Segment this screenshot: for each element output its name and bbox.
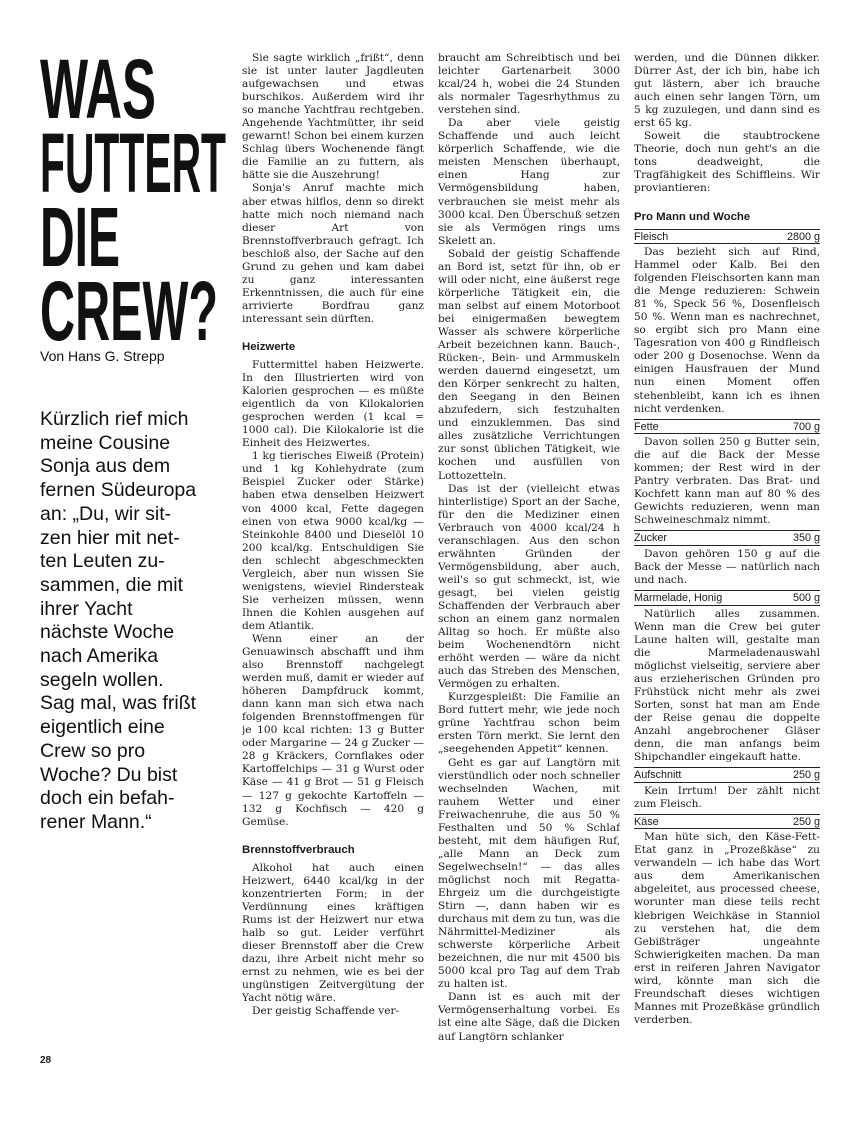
title-line-3: DIE <box>40 190 120 284</box>
title-line-2: FUTTERT <box>40 116 226 210</box>
food-item-name: Fette <box>634 420 659 433</box>
column-2 <box>242 52 424 1082</box>
paragraph: Sobald der geistig Schaffende an Bord ist, setzt für ihn, ob er will oder nicht, eine äußerst rege körperliche Tätigkeit ein, die man selbst auf einem Motorboot bei einigermaßen bewegtem Wasser als schwere körperliche Arbeit bezeichnen kann. Bauch-, Rücken-, Bein- und Armmuskeln werden dauernd eingesetzt, um den Körper senkrecht zu halten, den Seegang in den Beinen abzufedern, sich festzuhalten und einzuklemmen. Das sind alles zusätzliche Verrichtungen zur sonst üblichen Tätigkeit, wie kochen und ausfüllen von Lottozetteln. <box>438 247 620 482</box>
food-item-header <box>634 590 820 606</box>
food-item-name: Aufschnitt <box>634 769 682 782</box>
column-3 <box>438 52 620 1082</box>
paragraph: werden, und die Dünnen dikker. Dürrer Ast, der ich bin, habe ich gut lästern, aber ich brauche auch einen sehr langen Törn, um 5 kg zuzulegen, und dann sind es erst 65 kg. <box>634 52 820 130</box>
food-item-header <box>634 530 820 546</box>
food-item-amount: 700 g <box>792 420 820 433</box>
paragraph: Futtermittel haben Heizwerte. In den Illustrierten wird von Kalorien gesprochen — es müßte eigentlich da von Kilokalorien gesprochen werden (1 kcal = 1000 cal). Die Kilokalorie ist die Einheit des Heizwertes. <box>242 358 424 450</box>
food-item-name: Marmelade, Honig <box>634 592 723 605</box>
paragraph: Der geistig Schaffende ver- <box>252 1005 400 1018</box>
paragraph: Soweit die staubtrockene Theorie, doch nun geht's an die tons deadweight, die Tragfähigkeit des Schiffleins. Wir proviantieren: <box>634 130 820 195</box>
food-item-amount: 2800 g <box>786 230 820 243</box>
subheading-brennstoffverbrauch: Brennstoffverbrauch <box>242 843 355 856</box>
paragraph: Geht es gar auf Langtörn mit vierstündlich oder noch schneller wechselnden Wachen, mit rauhem Wetter und einer Freiwachenruhe, die aus 50 % Festhalten und 50 % Schlaf besteht, mit dem häufigen Ruf, „alle Mann an Deck zum Segelwechseln!“ — das alles möglichst noch mit Regatta-Ehrgeiz um die durchgeistigte Stirn —, dann haben wir es durchaus mit dem zu tun, was die Nährmittel-Mediziner als schwerste körperliche Arbeit bezeichnen, die nur mit 4500 bis 5000 kcal pro Tag auf dem Trab zu halten ist. <box>438 756 620 991</box>
food-item-header <box>634 767 820 783</box>
food-item-header <box>634 419 820 435</box>
food-item-amount: 350 g <box>792 532 820 545</box>
title-line-4: CREW? <box>40 264 218 342</box>
page-number: 28 <box>40 1055 52 1066</box>
food-item-text: Davon sollen 250 g Butter sein, die auf die Back der Messe kommen; der Rest wird in der Pantry verbraten. Das Brat- und Kochfett kann man auf 80 % des Gewichts reduzieren, wenn man Schweineschmalz nimmt. <box>634 436 820 527</box>
food-item-text: Man hüte sich, den Käse-Fett-Etat ganz in „Prozeßkäse“ zu verwandeln — ich habe das Wort aus dem Amerikanischen abgeleitet, aus processed cheese, worunter man diese teils recht klebrigen Weichkäse in Stanniol zu verstehen hat, die dem Gebißträger ungeahnte Schwierigkeiten machen. Da man erst in reiferen Jahren Navigator wird, könnte man sich die Freundschaft dieses wichtigen Mannes mit Prozeßkäse gründlich verderben. <box>634 831 820 1026</box>
title-line-1: WAS <box>40 52 156 136</box>
food-item-amount: 250 g <box>792 815 820 828</box>
column-4 <box>634 52 820 1082</box>
paragraph: 1 kg tierisches Eiweiß (Protein) und 1 kg Kohlehydrate (zum Beispiel Zucker oder Stärke) haben etwa denselben Heizwert von 4000 kcal, Fette dagegen einen von etwa 9000 kcal/kg — Steinkohle 8400 und Dieselöl 10 200 kcal/kg. Entschuldigen Sie den schlecht abgeschmeckten Vergleich, aber nun wissen Sie wenigstens, wieviel Rindersteak Sie verheizen müssen, wenn Ihnen die Kohlen ausgehen auf dem Atlantik. <box>242 450 424 632</box>
food-item-name: Käse <box>634 815 659 828</box>
food-item-text: Davon gehören 150 g auf die Back der Messe — natürlich nach und nach. <box>634 547 820 587</box>
paragraph: Sie sagte wirklich „frißt“, denn sie ist unter lauter Jagdleuten aufgewachsen und etwas burschikos. Außerdem wird ihr so manche Yachtfrau rechtgeben. Angehende Yachtmütter, ihr seid gewarnt! Schon bei einem kurzen Schlag übers Wochenende fängt die Familie an zu futtern, als hätte sie die Auszehrung! <box>242 52 424 182</box>
food-item-text: Natürlich alles zusammen. Wenn man die Crew bei guter Laune halten will, gestalte man die Marmeladenauswahl möglichst vielseitig, serviere aber aus erzieherischen Gründen pro Frühstück nicht mehr als zwei Sorten, sonst hat man am Ende der Reise genau die doppelte Anzahl angebrochener Gläser denn, die man anfangs beim Shipchandler eingekauft hatte. <box>634 607 820 764</box>
paragraph: Kurzgespleißt: Die Familie an Bord futtert mehr, wie jede noch grüne Yachtfrau schon beim ersten Törn merkt. Sie lernt den „seegehenden Appetit“ kennen. <box>438 691 620 756</box>
subheading-pro-mann-und-woche: Pro Mann und Woche <box>634 210 751 223</box>
intro-text: Kürzlich rief mich meine Cousine Sonja aus dem fernen Südeuropa an: „Du, wir sit- zen hier mit net- ten Leuten zu- sammen, die mit ihrer Yacht nächste Woche nach Amerika segeln wollen. Sag mal, was frißt eigentlich eine Crew so pro Woche? Du bist doch ein befah- rener Mann.“ <box>40 408 197 833</box>
paragraph: Sonja's Anruf machte mich aber etwas hilflos, denn so direkt hatte mich noch niemand nach dieser Art von Brennstoffverbrauch gefragt. Ich beschloß also, der Sache auf den Grund zu gehen und kam dabei zu ganz interessanten Erkenntnissen, die auch für eine arrivierte Bordfrau ganz interessant sein dürften. <box>242 182 424 325</box>
food-item-header <box>634 229 820 245</box>
paragraph: Dann ist es auch mit der Vermögenserhaltung vorbei. Es ist eine alte Säge, daß die Dicken auf Langtörn schlanker <box>438 991 620 1043</box>
paragraph: Das ist der (vielleicht etwas hinterlistige) Sport an der Sache, für den die Mediziner einen Verbrauch von 4000 kcal/24 h veranschlagen. Aus den schon erwähnten Gründen der Vermögensbildung, aber auch, weil's so gut schmeckt, ist, wie gesagt, bei vielen geistig Schaffenden der Verbrauch aber schon an einem ganz normalen Alltag so hoch. Er müßte also beim Wochenendtörn nicht erhöht werden — wäre da nicht auch das Streben des Menschen, Vermögen zu erhalten. <box>438 482 620 691</box>
food-item-name: Fleisch <box>634 230 669 243</box>
food-item-text: Kein Irrtum! Der zählt nicht zum Fleisch. <box>634 784 820 810</box>
food-item-amount: 500 g <box>792 592 820 605</box>
food-item-name: Zucker <box>634 532 667 545</box>
food-item-header <box>634 814 820 830</box>
paragraph: Da aber viele geistig Schaffende und auch leicht körperlich Schaffende, wie die meisten Menschen überhaupt, einen Hang zur Vermögensbildung haben, verbrauchen sie meist mehr als 3000 kcal. Den Überschuß setzen sie als Vermögen rings ums Skelett an. <box>438 117 620 247</box>
byline: Von Hans G. Strepp <box>40 348 165 364</box>
paragraph: braucht am Schreibtisch und bei leichter Gartenarbeit 3000 kcal/24 h, wobei die 24 Stunden als normaler Tagesrhythmus zu verstehen sind. <box>438 52 620 117</box>
subheading-heizwerte: Heizwerte <box>242 340 296 353</box>
food-item-amount: 250 g <box>792 769 820 782</box>
food-item-text: Das bezieht sich auf Rind, Hammel oder Kalb. Bei den folgenden Fleischsorten kann man die Menge reduzieren: Schwein 81 %, Speck 56 %, Dosenfleisch 50 %. Wenn man es nachrechnet, so ergibt sich pro Mann eine Tagesration von 400 g Rindfleisch oder 200 g Dosenochse. Wenn da einigen Hausfrauen der Mund nun einen Moment offen stehenbleibt, kann ich es ihnen nicht verdenken. <box>634 246 820 415</box>
paragraph: Alkohol hat auch einen Heizwert, 6440 kcal/kg in der konzentrierten Form; in der Verdünnung eines kräftigen Rums ist der Heizwert nur etwa halb so gut. Leider verführt dieser Brennstoff aber die Crew dazu, ihre Arbeit nicht mehr so ernst zu nehmen, wie es bei der ungünstigen Zeitvergütung der Yacht nötig wäre. <box>242 861 424 1005</box>
article-title <box>38 52 238 342</box>
paragraph: Wenn einer an der Genuawinsch abschafft und ihm also Brennstoff nachgelegt werden muß, damit er wieder auf höheren Dampfdruck kommt, dann kann man sich etwa nach folgenden Brennstoffmengen für je 100 kcal richten: 13 g Butter oder Margarine — 24 g Zucker — 28 g Kräckers, Cornflakes oder Kartoffelchips — 31 g Wurst oder Käse — 41 g Brot — 51 g Fleisch — 127 g gekochte Kartoffeln — 132 g Kochfisch — 420 g Gemüse. <box>242 632 424 828</box>
